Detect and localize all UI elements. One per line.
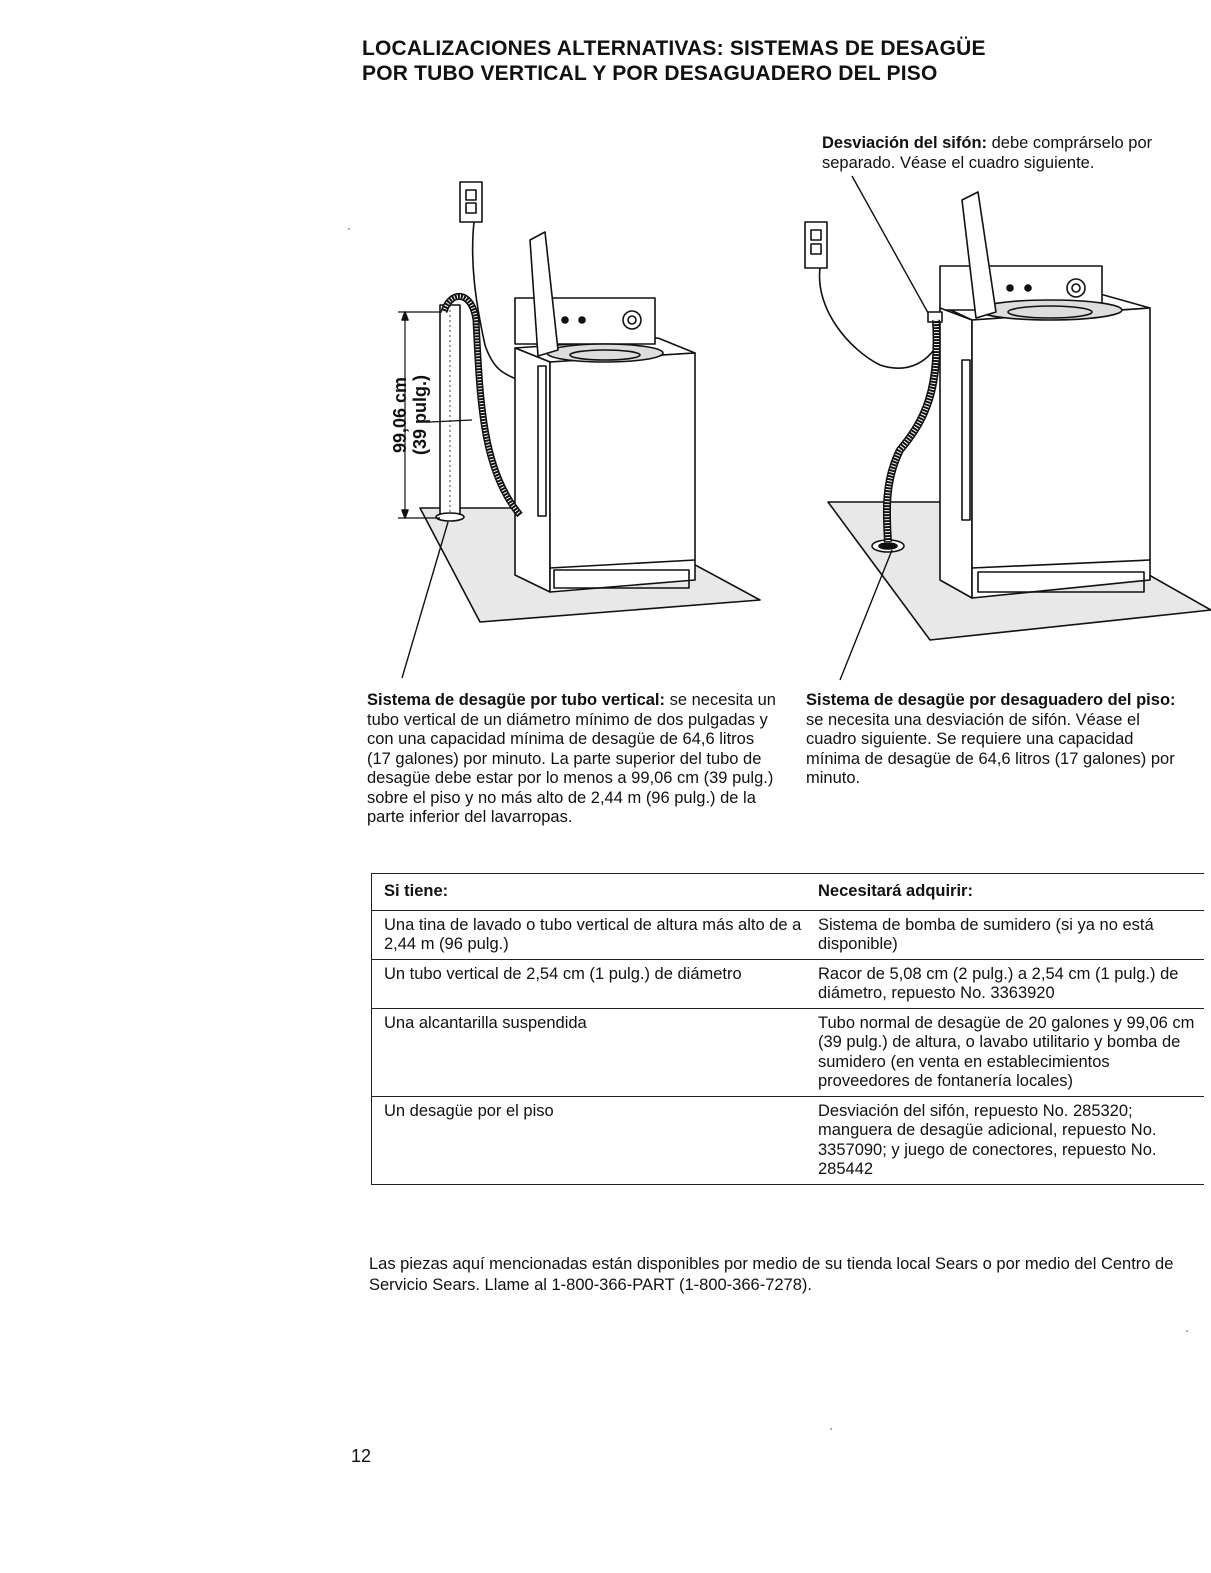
siphon-callout bbox=[822, 133, 1192, 173]
siphon-callout-text: debe comprárselo por separado. Véase el cuadro siguiente. bbox=[822, 134, 1153, 172]
page-title-line-1: LOCALIZACIONES ALTERNATIVAS: SISTEMAS DE DESAGÜE bbox=[362, 37, 986, 60]
page-number: 12 bbox=[351, 1446, 372, 1466]
scan-speck bbox=[1186, 1330, 1188, 1332]
scan-speck bbox=[348, 228, 350, 230]
floor-drain-washer-illustration bbox=[800, 170, 1211, 690]
table-cell-need: Desviación del sifón, repuesto No. 285320; manguera de desagüe adicional, repuesto No. 3357090; y juego de conectores, repuesto No. 285442 bbox=[818, 1101, 1157, 1178]
scan-speck bbox=[830, 1428, 832, 1430]
parts-availability-note: Las piezas aquí mencionadas están disponibles por medio de su tienda local Sears o por medio del Centro de Servicio Sears. Llame al 1-800-366-PART (1-800-366-7278). bbox=[369, 1255, 1174, 1294]
dimension-metric-label: 99,06 cm bbox=[390, 376, 410, 454]
floor-drain-caption-text: se necesita una desviación de sifón. Véase el cuadro siguiente. Se requiere una capacidad mínima de desagüe de 64,6 litros (17 galones) por minuto. bbox=[806, 710, 1175, 787]
standpipe-caption bbox=[367, 691, 777, 828]
table-row bbox=[372, 911, 1204, 960]
table-row bbox=[372, 1009, 1204, 1097]
table-cell-need: Sistema de bomba de sumidero (si ya no está disponible) bbox=[818, 915, 1154, 953]
floor-drain-caption-label: Sistema de desagüe por desaguadero del piso: bbox=[806, 691, 1176, 709]
floor-drain-caption bbox=[806, 691, 1191, 789]
page-title bbox=[362, 36, 1122, 86]
parts-table bbox=[371, 873, 1204, 1185]
table-row bbox=[372, 1097, 1204, 1185]
table-cell-need: Tubo normal de desagüe de 20 galones y 99,06 cm (39 pulg.) de altura, o lavabo utilitario y bomba de sumidero (en venta en establecimientos proveedores de fontanería locales) bbox=[818, 1013, 1195, 1090]
standpipe-caption-text: se necesita un tubo vertical de un diámetro mínimo de dos pulgadas y con una capacidad mínima de desagüe de 64,6 litros (17 galones) por minuto. La parte superior del tubo de desagüe debe estar por lo menos a 99,06 cm (39 pulg.) sobre el piso y no más alto de 2,44 m (96 pulg.) de la parte inferior del lavarropas. bbox=[367, 691, 776, 826]
page-title-line-2: POR TUBO VERTICAL Y POR DESAGUADERO DEL PISO bbox=[362, 62, 938, 85]
table-cell-have: Una tina de lavado o tubo vertical de altura más alto de a 2,44 m (96 pulg.) bbox=[384, 915, 802, 953]
table-row bbox=[372, 960, 1204, 1009]
dimension-imperial-label: (39 pulg.) bbox=[410, 375, 430, 455]
header-if-you-have: Si tiene: bbox=[384, 882, 449, 900]
table-cell-have: Un desagüe por el piso bbox=[384, 1101, 554, 1120]
table-cell-have: Una alcantarilla suspendida bbox=[384, 1013, 587, 1032]
table-header-row bbox=[372, 874, 1204, 911]
table-cell-need: Racor de 5,08 cm (2 pulg.) a 2,54 cm (1 pulg.) de diámetro, repuesto No. 3363920 bbox=[818, 964, 1179, 1002]
standpipe-washer-illustration bbox=[370, 170, 780, 690]
standpipe-caption-label: Sistema de desagüe por tubo vertical: bbox=[367, 691, 665, 709]
table-cell-have: Un tubo vertical de 2,54 cm (1 pulg.) de diámetro bbox=[384, 964, 742, 983]
header-you-need: Necesitará adquirir: bbox=[818, 882, 973, 900]
siphon-callout-label: Desviación del sifón: bbox=[822, 134, 988, 152]
